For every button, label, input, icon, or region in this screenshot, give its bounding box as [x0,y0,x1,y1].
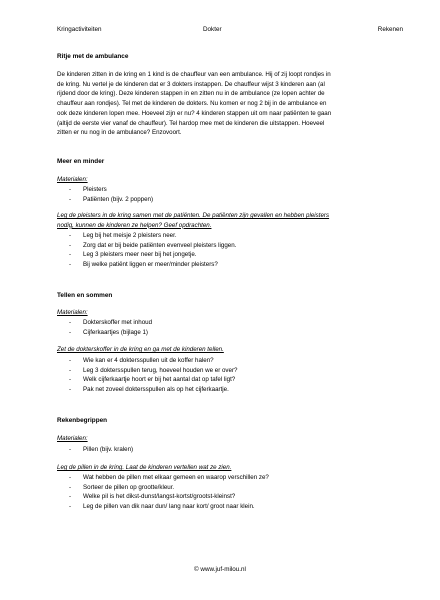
instruction-line: Leg de pillen in de kring. Laat de kinderen vertellen wat ze zien. [57,464,232,471]
list-item: - Welke pil is het dikst-dunst/langst-kortst/grootst-kleinst? [57,492,269,502]
instruction [57,345,390,355]
instruction [57,463,390,473]
header-center: Dokter [203,26,222,33]
materials-label: Materialen: [57,435,88,442]
list-item: - Dokterskoffer met inhoud [57,318,152,328]
list-item: - Leg de pillen van dik naar dun/ lang naar kort/ groot naar klein. [57,502,269,512]
section-title-rekenbegrippen: Rekenbegrippen [57,417,108,424]
materials-list [57,318,152,337]
task-list [57,356,237,394]
paragraph-line: zitten er nu nog in de ambulance? Enzovoort. [57,129,182,137]
list-item: - Welk cijferkaartje hoort er bij het aantal dat op tafel ligt? [57,375,237,385]
header-right: Rekenen [377,26,403,33]
paragraph-line: (altijd de eerste vier vanaf de chauffeur). Tel hardop mee met de kinderen die uitstappen. Hoeveel [57,119,325,127]
list-item: - Pillen (bijv. kralen) [57,445,133,455]
instruction-line: Leg de pleisters in de kring samen met de patiënten. De patiënten zijn gevallen en hebben pleisters [57,212,330,219]
instruction [57,211,390,230]
instruction-line: nodig, kunnen de kinderen ze helpen? Geef opdrachten. [57,221,212,229]
list-item: - Patiënten (bijv. 2 poppen) [57,195,153,205]
list-item: - Sorteer de pillen op grootte/kleur. [57,483,269,493]
page-header [57,26,403,36]
task-list [57,473,269,511]
paragraph-line: de kring. Nu vertel je de kinderen dat er 3 dokters instappen. De chauffeur wijst 3 kinderen aan (al [57,80,325,88]
list-item: - Wat hebben de pillen met elkaar gemeen en waarop verschillen ze? [57,473,269,483]
task-list [57,231,236,269]
section-title-tellen: Tellen en sommen [57,292,113,299]
list-item: - Bij welke patiënt liggen er meer/minder pleisters? [57,260,236,270]
list-item: - Pak net zoveel doktersspullen als op het cijferkaartje. [57,385,237,395]
list-item: - Pleisters [57,185,153,195]
materials-label: Materialen: [57,309,88,316]
paragraph-line: chauffeur aan rondjes). Tel met de kinderen de dokters. Nu komen er nog 2 bij in de ambulance en [57,100,327,108]
materials-list [57,185,153,204]
section-title-ambulance: Ritje met de ambulance [57,53,129,60]
list-item: - Wie kan er 4 doktersspullen uit de koffer halen? [57,356,237,366]
paragraph-line: De kinderen zitten in de kring en 1 kind is de chauffeur van een ambulance. Hij of zij loopt rondjes in [57,71,331,78]
page-footer: © www.juf-milou.nl [194,566,246,573]
list-item: - Cijferkaartjes (bijlage 1) [57,328,152,338]
ambulance-paragraph [57,70,390,138]
section-title-meer-minder: Meer en minder [57,158,105,165]
materials-list [57,445,133,455]
header-left: Kringactiviteiten [57,26,102,33]
paragraph-line: rijdend door de kring). Deze kinderen stappen in en zitten nu in de ambulance (ze lopen achter de [57,90,325,98]
list-item: - Zorg dat er bij beide patiënten evenveel pleisters liggen. [57,241,236,251]
list-item: - Leg 3 pleisters meer neer bij het jongetje. [57,250,236,260]
paragraph-line: ook deze kinderen lopen mee. Hoeveel zijn er nu? 4 kinderen stappen uit om naar patiënten te gaan [57,109,332,117]
instruction-line: Zet de dokterskoffer in de kring en ga met de kinderen tellen. [57,346,224,353]
list-item: - Leg 3 doktersspullen terug, hoeveel houden we er over? [57,366,237,376]
list-item: - Leg bij het meisje 2 pleisters neer. [57,231,236,241]
materials-label: Materialen: [57,176,88,183]
